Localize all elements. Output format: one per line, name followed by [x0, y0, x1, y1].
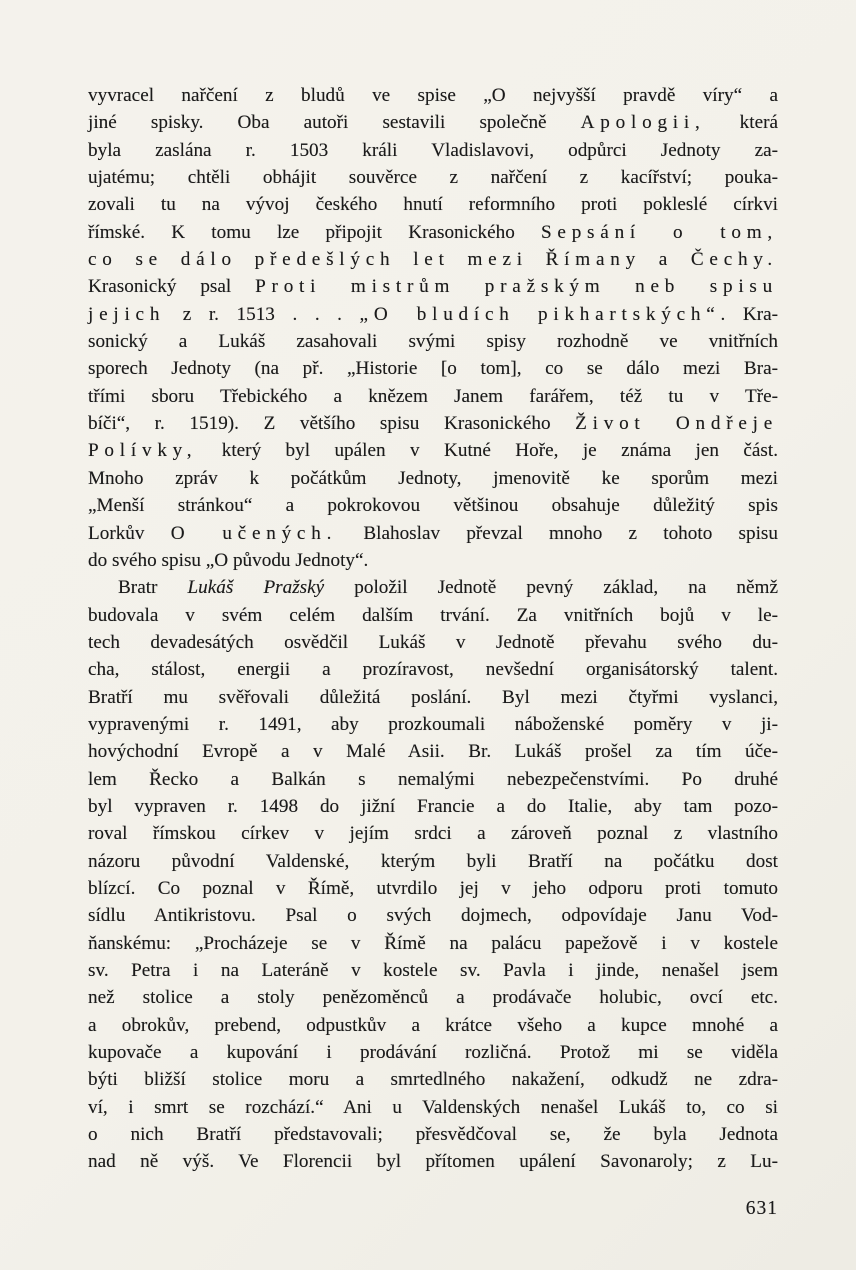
text-line: [88, 820, 778, 847]
text-segment: Lorkův: [88, 522, 171, 544]
text-segment: byl vypraven r. 1498 do jižní Francie a do Italie, aby tam pozo-: [88, 795, 778, 817]
text-line: [88, 492, 778, 519]
text-segment: nad ně výš. Ve Florencii byl přítomen upálení Savonaroly; z Lu-: [88, 1151, 778, 1173]
text-segment: třími sboru Třebického a knězem Janem farářem, též tu v Tře-: [88, 385, 778, 407]
text-segment: cha, stálost, energii a prozíravost, nevšední organisátorský talent.: [88, 659, 778, 681]
text-line: [88, 109, 778, 136]
text-line: [88, 738, 778, 765]
text-segment: Krasonický psal: [88, 276, 256, 298]
text-segment: kupovače a kupování i prodávání rozličná. Protož mi se viděla: [88, 1042, 778, 1064]
text-line: [88, 793, 778, 820]
text-segment: tech devadesátých osvědčil Lukáš v Jednotě převahu svého du-: [88, 631, 778, 653]
letterspaced-text-segment: co se dálo předešlých let mezi Římany a Čechy.: [88, 249, 778, 271]
page-text-block: [88, 82, 778, 1176]
text-line: [88, 684, 778, 711]
text-segment: ujatému; chtěli obhájit souvěrce z nařčení z kacířství; pouka-: [88, 167, 778, 189]
text-segment: vypravenými r. 1491, aby prozkoumali náboženské poměry v ji-: [88, 713, 778, 735]
letterspaced-text-segment: Sepsání o tom,: [541, 221, 778, 243]
text-line: [88, 246, 778, 273]
text-line: [88, 137, 778, 164]
text-line: [88, 902, 778, 929]
text-line: [88, 301, 778, 328]
text-segment: bíči“, r. 1519). Z většího spisu Krasonického: [88, 413, 576, 435]
text-line: [88, 82, 778, 109]
text-segment: budovala v svém celém dalším trvání. Za vnitřních bojů v le-: [88, 604, 778, 626]
text-line: [88, 465, 778, 492]
letterspaced-text-segment: Život Ondřeje: [575, 413, 779, 435]
text-segment: sporech Jednoty (na př. „Historie [o tom], co se dálo mezi Bra-: [88, 358, 778, 380]
letterspaced-text-segment: Apologii,: [580, 112, 706, 134]
text-line: [88, 219, 778, 246]
text-segment: názoru původní Valdenské, kterým byli Bratří na počátku dost: [88, 850, 778, 872]
text-segment: sídlu Antikristovu. Psal o svých dojmech, odpovídaje Janu Vod-: [88, 905, 778, 927]
text-line: [88, 574, 778, 601]
text-line: [88, 547, 778, 574]
letterspaced-text-segment: O učených.: [170, 522, 338, 544]
text-line: [88, 957, 778, 984]
text-line: [88, 1094, 778, 1121]
paragraph: [88, 82, 778, 574]
text-segment: Blahoslav převzal mnoho z tohoto spisu: [337, 522, 778, 544]
paragraph: [88, 574, 778, 1176]
text-line: [88, 1039, 778, 1066]
text-segment: „Menší stránkou“ a pokrokovou většinou obsahuje důležitý spis: [88, 495, 778, 517]
letterspaced-text-segment: jejich: [88, 303, 166, 325]
text-line: [88, 410, 778, 437]
text-segment: do svého spisu „O původu Jednoty“.: [88, 549, 369, 571]
text-segment: Bratří mu svěřovali důležitá poslání. Byl mezi čtyřmi vyslanci,: [88, 686, 778, 708]
page-number: 631: [745, 1198, 778, 1219]
text-line: [88, 602, 778, 629]
text-segment: ví, i smrt se rozchází.“ Ani u Valdenských nenašel Lukáš to, co si: [88, 1096, 778, 1118]
text-line: [88, 930, 778, 957]
text-segment: jiné spisky. Oba autoři sestavili společně: [88, 112, 581, 134]
text-line: [88, 1121, 778, 1148]
text-segment: položil Jednotě pevný základ, na němž: [324, 577, 778, 599]
text-line: [88, 1012, 778, 1039]
text-line: [88, 629, 778, 656]
text-segment: blízcí. Co poznal v Římě, utvrdilo jej v jeho odporu proti tomuto: [88, 877, 778, 899]
text-line: [88, 848, 778, 875]
text-segment: Mnoho zpráv k počátkům Jednoty, jmenovitě ke sporům mezi: [88, 467, 778, 489]
text-segment: sonický a Lukáš zasahovali svými spisy rozhodně ve vnitřních: [88, 331, 778, 353]
text-line: [88, 1148, 778, 1175]
letterspaced-text-segment: Polívky,: [88, 440, 198, 462]
text-line: [88, 191, 778, 218]
text-segment: roval římskou církev v jejím srdci a zároveň poznal z vlastního: [88, 823, 778, 845]
text-segment: z r. 1513 . . .: [165, 303, 360, 325]
text-line: [88, 984, 778, 1011]
text-line: [88, 437, 778, 464]
text-line: [88, 520, 778, 547]
italic-text-segment: Lukáš Pražský: [187, 577, 325, 599]
text-segment: římské. K tomu lze připojit Krasonického: [88, 221, 541, 243]
text-line: [88, 328, 778, 355]
text-segment: ňanskému: „Procházeje se v Římě na palácu papežově i v kostele: [88, 932, 778, 954]
text-segment: býti bližší stolice moru a smrtedlného nakažení, odkudž ne zdra-: [88, 1069, 778, 1091]
text-line: [88, 1066, 778, 1093]
text-line: [88, 355, 778, 382]
text-line: [88, 273, 778, 300]
text-segment: o nich Bratří představovali; přesvědčoval se, že byla Jednota: [88, 1124, 778, 1146]
text-line: [88, 164, 778, 191]
text-segment: lem Řecko a Balkán s nemalými nebezpečenstvími. Po druhé: [88, 768, 778, 790]
text-line: [88, 656, 778, 683]
text-segment: vyvracel nařčení z bludů ve spise „O nejvyšší pravdě víry“ a: [88, 85, 778, 106]
text-line: [88, 875, 778, 902]
letterspaced-text-segment: Proti mistrům pražským neb spisu: [255, 276, 778, 298]
text-line: [88, 383, 778, 410]
text-segment: sv. Petra i na Lateráně v kostele sv. Pavla i jinde, nenašel jsem: [88, 960, 778, 981]
text-segment: hovýchodní Evropě a v Malé Asii. Br. Lukáš prošel za tím úče-: [88, 741, 778, 763]
text-segment: a obrokův, prebend, odpustkův a krátce všeho a kupce mnohé a: [88, 1014, 778, 1036]
text-segment: Bratr: [118, 577, 188, 599]
text-segment: který byl upálen v Kutné Hoře, je známa jen část.: [197, 440, 778, 462]
text-line: [88, 711, 778, 738]
text-segment: která: [705, 112, 778, 134]
text-segment: byla zaslána r. 1503 králi Vladislavovi, odpůrci Jednoty za-: [88, 139, 778, 161]
letterspaced-text-segment: „O bludích pikhartských“: [359, 303, 721, 325]
text-segment: . Kra-: [720, 303, 778, 325]
text-segment: než stolice a stoly penězoměnců a prodávače holubic, ovcí etc.: [88, 987, 778, 1009]
text-segment: zovali tu na vývoj českého hnutí reformního proti pokleslé církvi: [88, 194, 778, 216]
text-line: [88, 766, 778, 793]
